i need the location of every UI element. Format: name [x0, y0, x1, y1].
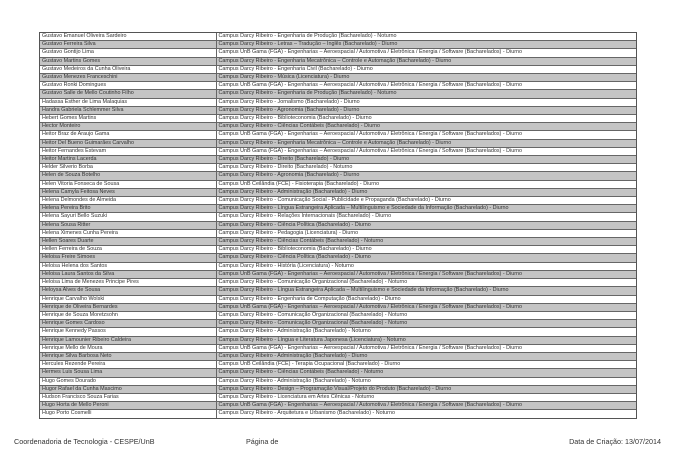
course-cell: Campus Darcy Ribeiro - Língua Estrangeira Aplicada – Multilinguismo e Sociedade da Informação (Bacharelado) - Diurno	[216, 205, 636, 213]
candidate-name-cell: Heloisa Freire Simoes	[40, 254, 216, 262]
course-cell: Campus Darcy Ribeiro - História (Licenciatura) - Noturno	[216, 262, 636, 270]
candidate-name-cell: Hugo Horta de Mello Peroni	[40, 402, 216, 410]
course-cell: Campus UnB Ceilândia (FCE) - Fisioterapia (Bacharelado) - Diurno	[216, 180, 636, 188]
table-row	[40, 254, 636, 262]
course-cell: Campus Darcy Ribeiro - Comunicação Organizacional (Bacharelado) - Noturno	[216, 320, 636, 328]
table-row	[40, 352, 636, 360]
table-row	[40, 205, 636, 213]
table-row	[40, 123, 636, 131]
candidate-name-cell: Heitor Martins Lacerda	[40, 156, 216, 164]
course-cell: Campus UnB Ceilândia (FCE) - Terapia Ocupacional (Bacharelado) - Diurno	[216, 361, 636, 369]
course-cell: Campus Darcy Ribeiro - Língua e Literatura Japonesa (Licenciatura) - Noturno	[216, 336, 636, 344]
table-row	[40, 57, 636, 65]
course-cell: Campus Darcy Ribeiro - Engenharia Mecatrônica – Controle e Automação (Bacharelado) - Diurno	[216, 57, 636, 65]
footer-organization: Coordenadoria de Tecnologia - CESPE/UnB	[14, 437, 155, 446]
table-row	[40, 303, 636, 311]
candidate-name-cell: Heitor Del Bueno Guimarães Carvalho	[40, 139, 216, 147]
candidate-name-cell: Hadassa Esther de Lima Malaquias	[40, 98, 216, 106]
table-row	[40, 369, 636, 377]
candidate-name-cell: Helena Pereira Brito	[40, 205, 216, 213]
table-row	[40, 180, 636, 188]
candidate-name-cell: Hugo Gomes Dourado	[40, 377, 216, 385]
course-cell: Campus Darcy Ribeiro - Letras – Tradução – Inglês (Bacharelado) - Diurno	[216, 41, 636, 49]
course-cell: Campus Darcy Ribeiro - Licenciatura em Artes Cênicas - Noturno	[216, 393, 636, 401]
candidate-name-cell: Heloisa Helena dos Santos	[40, 262, 216, 270]
candidate-name-cell: Heloysa Alves de Sousa	[40, 287, 216, 295]
course-cell: Campus UnB Gama (FGA) - Engenharias – Aeroespacial / Automotiva / Eletrônica / Energia / Software (Bacharelados) - Diurno	[216, 303, 636, 311]
course-cell: Campus UnB Gama (FGA) - Engenharias – Aeroespacial / Automotiva / Eletrônica / Energia / Software (Bacharelados) - Diurno	[216, 147, 636, 155]
candidate-name-cell: Henrique de Oliveira Bernardes	[40, 303, 216, 311]
table-row	[40, 320, 636, 328]
candidate-name-cell: Helena Sousa Ritter	[40, 221, 216, 229]
candidate-name-cell: Helena Sayuri Bello Suzuki	[40, 213, 216, 221]
course-cell: Campus Darcy Ribeiro - Agronomia (Bacharelado) - Diurno	[216, 172, 636, 180]
candidate-name-cell: Hudson Francisco Souza Farias	[40, 393, 216, 401]
candidate-name-cell: Hermes Luis Sousa Lima	[40, 369, 216, 377]
candidate-name-cell: Henrique Silva Barbosa Neto	[40, 352, 216, 360]
candidate-name-cell: Hellen Soares Duarte	[40, 238, 216, 246]
table-row	[40, 188, 636, 196]
results-table	[39, 32, 637, 419]
course-cell: Campus UnB Gama (FGA) - Engenharias – Aeroespacial / Automotiva / Eletrônica / Energia / Software (Bacharelados) - Diurno	[216, 402, 636, 410]
course-cell: Campus Darcy Ribeiro - Ciência Política (Bacharelado) - Diurno	[216, 221, 636, 229]
course-cell: Campus Darcy Ribeiro - Ciências Contábeis (Bacharelado) - Diurno	[216, 123, 636, 131]
candidate-name-cell: Helen de Souza Botelho	[40, 172, 216, 180]
candidate-name-cell: Gustavo Ronki Domingues	[40, 82, 216, 90]
candidate-name-cell: Helen Vitoria Fonseca de Sousa	[40, 180, 216, 188]
course-cell: Campus Darcy Ribeiro - Música (Licenciatura) - Diurno	[216, 74, 636, 82]
course-cell: Campus Darcy Ribeiro - Jornalismo (Bacharelado) - Diurno	[216, 98, 636, 106]
table-row	[40, 221, 636, 229]
footer-page-number: Página de	[246, 437, 279, 446]
table-row	[40, 287, 636, 295]
course-cell: Campus Darcy Ribeiro - Comunicação Organizacional (Bacharelado) - Noturno	[216, 279, 636, 287]
course-cell: Campus Darcy Ribeiro - Administração (Bacharelado) - Noturno	[216, 377, 636, 385]
table-row	[40, 410, 636, 418]
candidate-name-cell: Gustavo Salle de Mello Coutinho Filho	[40, 90, 216, 98]
table-row	[40, 246, 636, 254]
candidate-name-cell: Henrique de Souza Moretzsohn	[40, 311, 216, 319]
table-row	[40, 74, 636, 82]
course-cell: Campus UnB Gama (FGA) - Engenharias – Aeroespacial / Automotiva / Eletrônica / Energia / Software (Bacharelados) - Diurno	[216, 270, 636, 278]
candidate-name-cell: Gustavo Gontijo Lima	[40, 49, 216, 57]
table-row	[40, 402, 636, 410]
candidate-name-cell: Heitor Braz de Araujo Gama	[40, 131, 216, 139]
course-cell: Campus Darcy Ribeiro - Relações Internacionais (Bacharelado) - Diurno	[216, 213, 636, 221]
table-row	[40, 106, 636, 114]
candidate-name-cell: Hellen Ferreira de Souza	[40, 246, 216, 254]
table-row	[40, 197, 636, 205]
candidate-name-cell: Hercules Rezende Pereira	[40, 361, 216, 369]
table-row	[40, 41, 636, 49]
table-row	[40, 156, 636, 164]
course-cell: Campus Darcy Ribeiro - Comunicação Social - Publicidade e Propaganda (Bacharelado) - Diurno	[216, 197, 636, 205]
candidate-name-cell: Helena Camyla Feitosa Neves	[40, 188, 216, 196]
table-row	[40, 377, 636, 385]
results-table-body	[40, 33, 636, 418]
course-cell: Campus Darcy Ribeiro - Engenharia de Produção (Bacharelado) - Noturno	[216, 33, 636, 41]
candidate-name-cell: Gustavo Medeiros da Cunha Oliveira	[40, 65, 216, 73]
course-cell: Campus Darcy Ribeiro - Ciência Política (Bacharelado) - Diurno	[216, 254, 636, 262]
table-row	[40, 270, 636, 278]
candidate-name-cell: Hector Monteiro	[40, 123, 216, 131]
candidate-name-cell: Henrique Gomes Cardoso	[40, 320, 216, 328]
course-cell: Campus Darcy Ribeiro - Design – Programação Visual/Projeto do Produto (Bacharelado) - Diurno	[216, 385, 636, 393]
results-table-grid	[40, 33, 636, 418]
table-row	[40, 361, 636, 369]
table-row	[40, 164, 636, 172]
candidate-name-cell: Heloisa Laura Santos da Silva	[40, 270, 216, 278]
table-row	[40, 90, 636, 98]
table-row	[40, 279, 636, 287]
course-cell: Campus Darcy Ribeiro - Engenharia Mecatrônica – Controle e Automação (Bacharelado) - Diurno	[216, 139, 636, 147]
table-row	[40, 82, 636, 90]
course-cell: Campus UnB Gama (FGA) - Engenharias – Aeroespacial / Automotiva / Eletrônica / Energia / Software (Bacharelados) - Diurno	[216, 131, 636, 139]
candidate-name-cell: Henrique Carvalho Wolski	[40, 295, 216, 303]
candidate-name-cell: Henrique Kennedy Passos	[40, 328, 216, 336]
course-cell: Campus Darcy Ribeiro - Engenharia de Computação (Bacharelado) - Diurno	[216, 295, 636, 303]
course-cell: Campus Darcy Ribeiro - Biblioteconomia (Bacharelado) - Diurno	[216, 246, 636, 254]
table-row	[40, 172, 636, 180]
course-cell: Campus Darcy Ribeiro - Administração (Bacharelado) - Diurno	[216, 352, 636, 360]
candidate-name-cell: Heitor Fernandes Estevam	[40, 147, 216, 155]
course-cell: Campus UnB Gama (FGA) - Engenharias – Aeroespacial / Automotiva / Eletrônica / Energia / Software (Bacharelados) - Diurno	[216, 344, 636, 352]
course-cell: Campus UnB Gama (FGA) - Engenharias – Aeroespacial / Automotiva / Eletrônica / Energia / Software (Bacharelados) - Diurno	[216, 49, 636, 57]
candidate-name-cell: Hugor Rafael da Cunha Mascimo	[40, 385, 216, 393]
table-row	[40, 328, 636, 336]
course-cell: Campus Darcy Ribeiro - Ciências Contábeis (Bacharelado) - Noturno	[216, 369, 636, 377]
table-row	[40, 344, 636, 352]
candidate-name-cell: Gustavo Emanuel Oliveira Sardeiro	[42, 33, 127, 39]
candidate-name-cell: Henrique Mello de Moura	[40, 344, 216, 352]
candidate-name-cell: Hugo Porto Cosmelli	[40, 410, 216, 418]
candidate-name-cell: Gustavo Menezes Franceschini	[40, 74, 216, 82]
table-row	[40, 336, 636, 344]
course-cell: Campus Darcy Ribeiro - Agronomia (Bacharelado) - Diurno	[216, 106, 636, 114]
table-row	[40, 393, 636, 401]
course-cell: Campus Darcy Ribeiro - Administração (Bacharelado) - Noturno	[216, 328, 636, 336]
table-row	[40, 262, 636, 270]
course-cell: Campus Darcy Ribeiro - Ciências Contábeis (Bacharelado) - Noturno	[216, 238, 636, 246]
course-cell: Campus Darcy Ribeiro - Biblioteconomia (Bacharelado) - Diurno	[216, 115, 636, 123]
candidate-name-cell: Heloisa Lima de Menezes Principe Pires	[40, 279, 216, 287]
table-row	[40, 147, 636, 155]
table-row	[40, 229, 636, 237]
course-cell: Campus UnB Gama (FGA) - Engenharias – Aeroespacial / Automotiva / Eletrônica / Energia / Software (Bacharelados) - Diurno	[216, 82, 636, 90]
footer-creation-date: Data de Criação: 13/07/2014	[569, 437, 661, 446]
course-cell: Campus Darcy Ribeiro - Engenharia Civil (Bacharelado) - Diurno	[216, 65, 636, 73]
candidate-name-cell: Helder Silverio Borba	[40, 164, 216, 172]
table-row	[40, 131, 636, 139]
course-cell: Campus Darcy Ribeiro - Arquitetura e Urbanismo (Bacharelado) - Noturno	[216, 410, 636, 418]
table-row	[40, 33, 636, 41]
table-row	[40, 139, 636, 147]
table-row	[40, 311, 636, 319]
table-row	[40, 115, 636, 123]
table-row	[40, 295, 636, 303]
course-cell: Campus Darcy Ribeiro - Comunicação Organizacional (Bacharelado) - Noturno	[216, 311, 636, 319]
table-row	[40, 385, 636, 393]
table-row	[40, 49, 636, 57]
candidate-name-cell: Helena Ximenes Cunha Pereira	[40, 229, 216, 237]
course-cell: Campus Darcy Ribeiro - Administração (Bacharelado) - Diurno	[216, 188, 636, 196]
course-cell: Campus Darcy Ribeiro - Língua Estrangeira Aplicada – Multilinguismo e Sociedade da Informação (Bacharelado) - Diurno	[216, 287, 636, 295]
candidate-name-cell: Henrique Lamounier Ribeiro Caldeira	[40, 336, 216, 344]
table-row	[40, 238, 636, 246]
candidate-name-cell: Hebert Gomes Martins	[40, 115, 216, 123]
course-cell: Campus Darcy Ribeiro - Direito (Bacharelado) - Noturno	[216, 164, 636, 172]
candidate-name-cell: Helena Delmondes de Almeida	[40, 197, 216, 205]
table-row	[40, 213, 636, 221]
candidate-name-cell: Gustavo Martins Gomes	[40, 57, 216, 65]
course-cell: Campus Darcy Ribeiro - Pedagogia (Licenciatura) - Diurno	[216, 229, 636, 237]
table-row	[40, 98, 636, 106]
course-cell: Campus Darcy Ribeiro - Direito (Bacharelado) - Diurno	[216, 156, 636, 164]
candidate-name-cell: Gustavo Ferreira Silva	[40, 41, 216, 49]
candidate-name-cell: Handra Gabriela Schlemmer Silva	[40, 106, 216, 114]
course-cell: Campus Darcy Ribeiro - Engenharia de Produção (Bacharelado) - Noturno	[216, 90, 636, 98]
table-row	[40, 65, 636, 73]
